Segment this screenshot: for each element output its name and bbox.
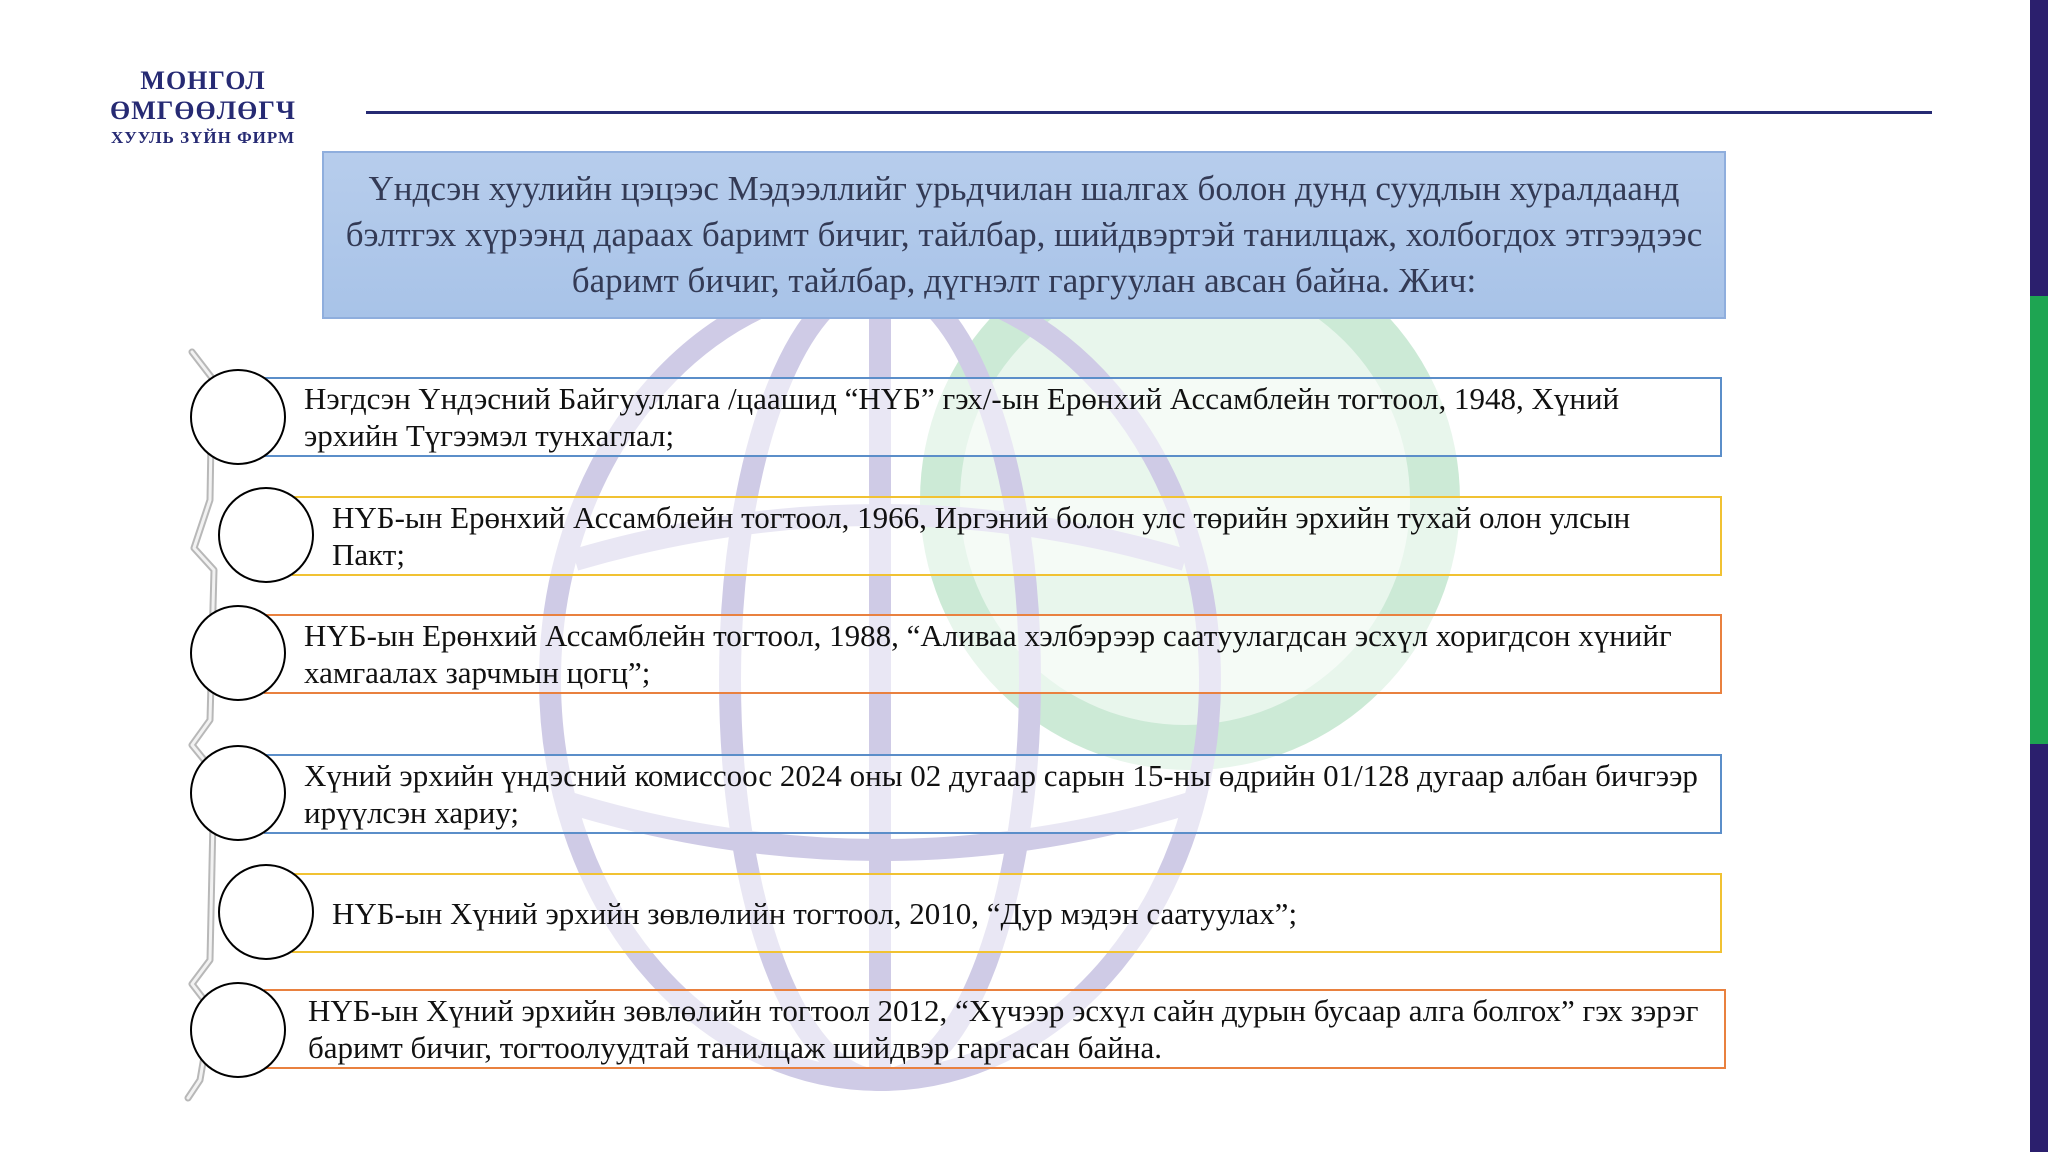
list-item	[292, 873, 1722, 953]
list-item	[264, 754, 1722, 834]
list-item	[264, 989, 1726, 1069]
list-item-bullet-circle	[190, 369, 286, 465]
list-item-bullet-circle	[190, 982, 286, 1078]
list-item-text: НҮБ-ын Хүний эрхийн зөвлөлийн тогтоол, 2010, “Дур мэдэн саатуулах”;	[332, 895, 1298, 931]
intro-box: Үндсэн хуулийн цэцээс Мэдээллийг урьдчилан шалгах болон дунд суудлын хуралдаанд бэлтгэх хүрээнд дараах баримт бичиг, тайлбар, шийдвэртэй танилцаж, холбогдох этгээдээс баримт бичиг, тайлбар, дүгнэлт гаргуулан авсан байна. Жич:	[322, 151, 1726, 319]
list-item-text: НҮБ-ын Ерөнхий Ассамблейн тогтоол, 1966, Иргэний болон улс төрийн эрхийн тухай олон улсын Пакт;	[332, 500, 1631, 572]
logo-subtitle: ХУУЛЬ ЗҮЙН ФИРМ	[110, 128, 296, 147]
list-item-bullet-circle	[190, 745, 286, 841]
list-item-bullet-circle	[218, 487, 314, 583]
list-item-text: НҮБ-ын Хүний эрхийн зөвлөлийн тогтоол 2012, “Хүчээр эсхүл сайн дурын бусаар алга болгох” гэх зэрэг баримт бичиг, тогтоолуудтай танилцаж шийдвэр гаргасан байна.	[308, 993, 1699, 1065]
list-item-bullet-circle	[190, 605, 286, 701]
list-item-text: НҮБ-ын Ерөнхий Ассамблейн тогтоол, 1988, “Аливаа хэлбэрээр саатуулагдсан эсхүл хоригдсон хүнийг хамгаалах зарчмын цогц”;	[304, 618, 1672, 690]
list-item	[264, 377, 1722, 457]
list-item-bullet-circle	[218, 864, 314, 960]
list-item-text: Нэгдсэн Үндэсний Байгууллага /цаашид “НҮБ” гэх/-ын Ерөнхий Ассамблейн тогтоол, 1948, Хүний эрхийн Түгээмэл тунхаглал;	[304, 381, 1620, 453]
logo-title: МОНГОЛ ӨМГӨӨЛӨГЧ	[110, 66, 296, 125]
list-item	[292, 496, 1722, 576]
list-item-text: Хүний эрхийн үндэсний комиссоос 2024 оны 02 дугаар сарын 15-ны өдрийн 01/128 дугаар албан бичгээр ирүүлсэн хариу;	[304, 758, 1698, 830]
list-item	[264, 614, 1722, 694]
